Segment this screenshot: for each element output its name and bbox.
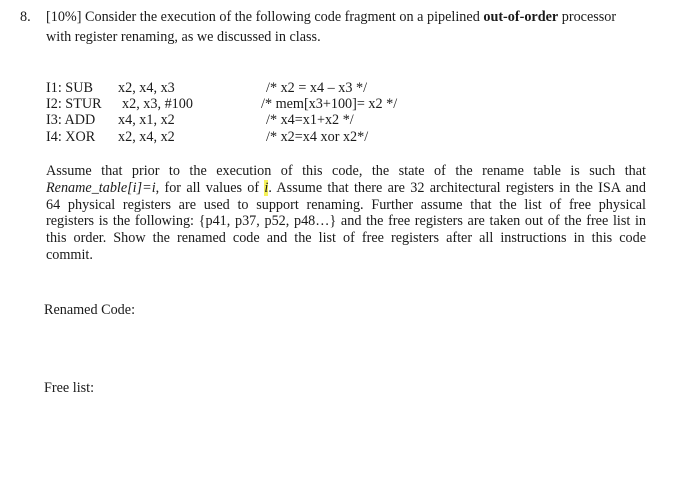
question-text-1a: Consider the execution of the following code fragment on a pipelined: [85, 9, 484, 25]
question-text-1b: processor: [558, 9, 617, 25]
highlighted-variable: i: [264, 179, 269, 196]
code-op: I3: ADD: [46, 112, 96, 128]
paragraph-line: Assume that prior to the execution of this code, the state of the rename table is such that: [46, 163, 646, 179]
code-op: I4: XOR: [46, 129, 96, 145]
code-op: I2: STUR: [46, 96, 102, 112]
paragraph-fragment: , for all values of: [155, 179, 265, 196]
code-comment: /* x4=x1+x2 */: [266, 112, 354, 128]
paragraph-line: registers is the following: {p41, p37, p52, p48…} and the free registers are taken out of the free list in: [46, 213, 646, 230]
question-header-line-2: with register renaming, as we discussed in class.: [46, 29, 321, 45]
question-text-bold: out-of-order: [483, 9, 559, 25]
problem-paragraph: [46, 163, 646, 264]
code-comment: /* x2 = x4 – x3 */: [266, 80, 368, 96]
code-args: x2, x4, x2: [118, 129, 175, 145]
question-points: [10%]: [46, 9, 82, 25]
paragraph-line: commit.: [46, 246, 93, 263]
paragraph-line: this order. Show the renamed code and the list of free registers after all instructions in this code: [46, 230, 646, 247]
question-number: 8.: [20, 9, 31, 25]
paragraph-line: [46, 180, 646, 197]
code-op: I1: SUB: [46, 80, 93, 96]
rename-table-expression: Rename_table[i]=i: [46, 179, 156, 196]
free-list-label: Free list:: [44, 380, 95, 396]
code-args: x4, x1, x2: [118, 112, 175, 128]
paragraph-line: 64 physical registers are used to support renaming. Further assume that the list of free physical: [46, 196, 646, 213]
code-comment: /* x2=x4 xor x2*/: [266, 129, 369, 145]
paragraph-fragment: . Assume that there are 32 architectural registers in the ISA and: [268, 179, 646, 196]
code-args: x2, x4, x3: [118, 80, 175, 96]
code-args: x2, x3, #100: [122, 96, 193, 112]
renamed-code-label: Renamed Code:: [44, 302, 136, 318]
code-comment: /* mem[x3+100]= x2 */: [261, 96, 398, 112]
question-header-line-1: [46, 9, 616, 26]
